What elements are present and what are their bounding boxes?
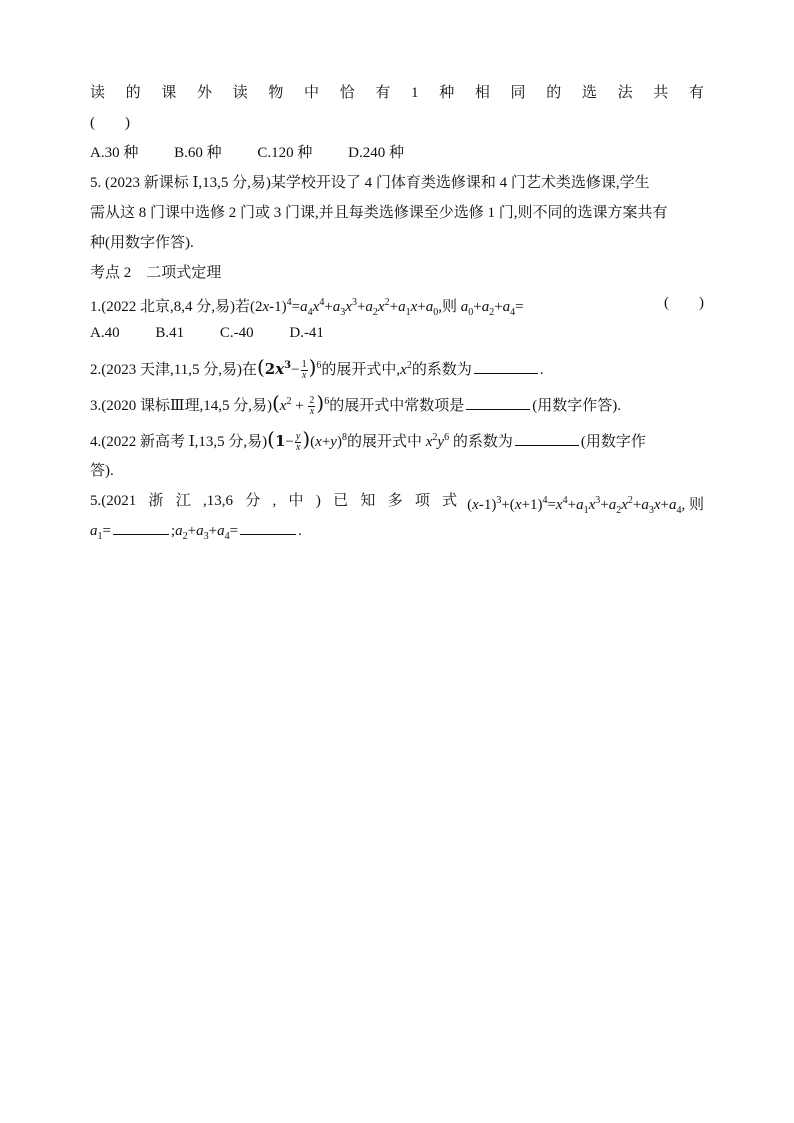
problem-3 <box>90 384 704 420</box>
q4-tail-char: 恰 <box>339 85 355 101</box>
problem-5-char: 5.(2021 <box>90 493 137 509</box>
q4-tail-char: 有 <box>375 85 391 101</box>
q4-tail-char: 读 <box>232 85 248 101</box>
q4-tail-char: 的 <box>125 85 141 101</box>
problem-5-blank-2[interactable] <box>240 533 296 535</box>
q4-tail-char: 种 <box>439 85 455 101</box>
q4-tail-char: 读 <box>90 85 106 101</box>
q4-tail-char: 法 <box>617 85 633 101</box>
problem-5-char: 浙 <box>148 493 164 509</box>
problem-2-blank[interactable] <box>474 372 538 374</box>
q5-line-2: 需从这 8 门课中选修 2 门或 3 门课,并且每类选修课至少选修 1 门,则不同的选课方案共有 <box>90 205 668 221</box>
problem-4-line-2: 答). <box>90 463 114 479</box>
exercise-page <box>90 78 704 546</box>
q4-tail-char: 选 <box>581 85 597 101</box>
q4-tail-char: 课 <box>161 85 177 101</box>
problem-4-tail2: (用数字作 <box>580 434 646 450</box>
problem-2-suffix: 的展开式中, <box>321 362 401 378</box>
q4-option-c: C.120 种 <box>257 145 313 161</box>
q4-tail-char: 外 <box>197 85 213 101</box>
problem-5-char: 已 <box>333 493 349 509</box>
problem-5-char: 式 <box>442 493 458 509</box>
problem-5-end: . <box>298 523 302 539</box>
q4-tail-line <box>90 78 704 108</box>
problem-5-char: 江 <box>175 493 191 509</box>
problem-3-prefix: 3.(2020 课标Ⅲ理,14,5 分,易) <box>90 398 272 414</box>
problem-2-tail: 的系数为 <box>411 362 472 378</box>
problem-5-char: 知 <box>360 493 376 509</box>
q4-tail-char: 1 <box>411 85 419 101</box>
problem-5 <box>90 486 704 516</box>
q5-line-3: 种(用数字作答). <box>90 235 194 251</box>
problem-4-blank[interactable] <box>515 444 579 446</box>
problem-3-blank[interactable] <box>466 408 530 410</box>
q4-tail-char: 有 <box>688 85 704 101</box>
problem-5-char: , <box>272 493 277 509</box>
q4-paren: ( ) <box>90 115 130 131</box>
q4-tail-char: 物 <box>268 85 284 101</box>
problem-2-prefix: 2.(2023 天津,11,5 分,易)在 <box>90 362 257 378</box>
q4-tail-char: 同 <box>510 85 526 101</box>
problem-4-prefix: 4.(2022 新高考 Ⅰ,13,5 分,易) <box>90 434 268 450</box>
q4-option-d: D.240 种 <box>348 145 404 161</box>
problem-1-prefix: 1.(2022 北京,8,4 分,易)若 <box>90 299 250 315</box>
problem-4: 4.(2022 新高考 Ⅰ,13,5 分,易)(1− $\frac{y}{x}$ )$(x+y)^8$的展开式中 $x^2y^6$ 的系数为 (用数字作 <box>90 427 646 454</box>
problem-5-blank-1[interactable] <box>113 533 169 535</box>
q4-option-a: A.30 种 <box>90 145 139 161</box>
problem-1 <box>90 288 704 318</box>
problem-2-formula: ($2x^3-$ $\frac{1}{x}$ )$^6$ <box>256 355 322 382</box>
problem-5-char: 中 <box>288 493 304 509</box>
problem-5-char: ) <box>315 493 321 509</box>
p1-option-b: B.41 <box>155 325 185 341</box>
problem-5-eq1: = <box>102 523 111 539</box>
problem-1-options <box>90 318 704 348</box>
q4-options <box>90 138 704 168</box>
problem-3-formula: ($x^2$ + $\frac{2}{x}$ )$^6$ <box>271 391 330 418</box>
q5-line-1: 5. (2023 新课标 Ⅰ,13,5 分,易)某学校开设了 4 门体育类选修课和 4 门艺术类选修课,学生 <box>90 175 650 191</box>
problem-5-char: ,13,6 <box>203 493 234 509</box>
problem-5-char: 分 <box>245 493 261 509</box>
q4-tail-char: 相 <box>474 85 490 101</box>
p1-option-d: D.-41 <box>289 325 324 341</box>
problem-2: 2.(2023 天津,11,5 分,易)在($2x^3-$ $\frac{1}{x}$ )$^6$的展开式中$,x^2$的系数为 . <box>90 355 544 382</box>
q4-tail-char: 共 <box>653 85 669 101</box>
problem-5-eq2: = <box>229 523 239 539</box>
q4-tail-char: 中 <box>304 85 320 101</box>
problem-4-formula: (1− $\frac{y}{x}$ )$(x+y)^8$ <box>267 427 347 454</box>
q4-option-b: B.60 种 <box>174 145 222 161</box>
problem-4-suffix: 的展开式中 <box>346 434 422 450</box>
p1-option-a: A.40 <box>90 325 120 341</box>
problem-5-char: 多 <box>387 493 403 509</box>
q4-tail-char: 的 <box>546 85 562 101</box>
section-title: 考点 2 二项式定理 <box>90 265 222 281</box>
problem-5-sep: ; <box>170 523 176 539</box>
problem-1-formula: $(2x-1)^4=a_4x^4+a_3x^3+a_2x^2+a_1x+a_0$,则 $a_0+a_2+a_4=$ <box>250 297 524 318</box>
problem-5-prefix <box>90 486 457 516</box>
problem-2-end: . <box>539 362 544 378</box>
problem-4-tail: 的系数为 <box>452 434 513 450</box>
problem-1-paren: ( ) <box>664 295 704 311</box>
problem-3-tail: (用数字作答). <box>532 398 621 414</box>
problem-5-line-2: $a_1=$ $;a_2+a_3+a_4=$ . <box>90 523 302 542</box>
problem-3-suffix: 的展开式中常数项是 <box>329 398 465 414</box>
problem-5-char: 项 <box>414 493 430 509</box>
p1-option-c: C.-40 <box>219 325 254 341</box>
problem-5-formula: $(x-1)^3+(x+1)^4=x^4+a_1x^3+a_2x^2+a_3x+a_4$, 则 <box>467 495 704 516</box>
